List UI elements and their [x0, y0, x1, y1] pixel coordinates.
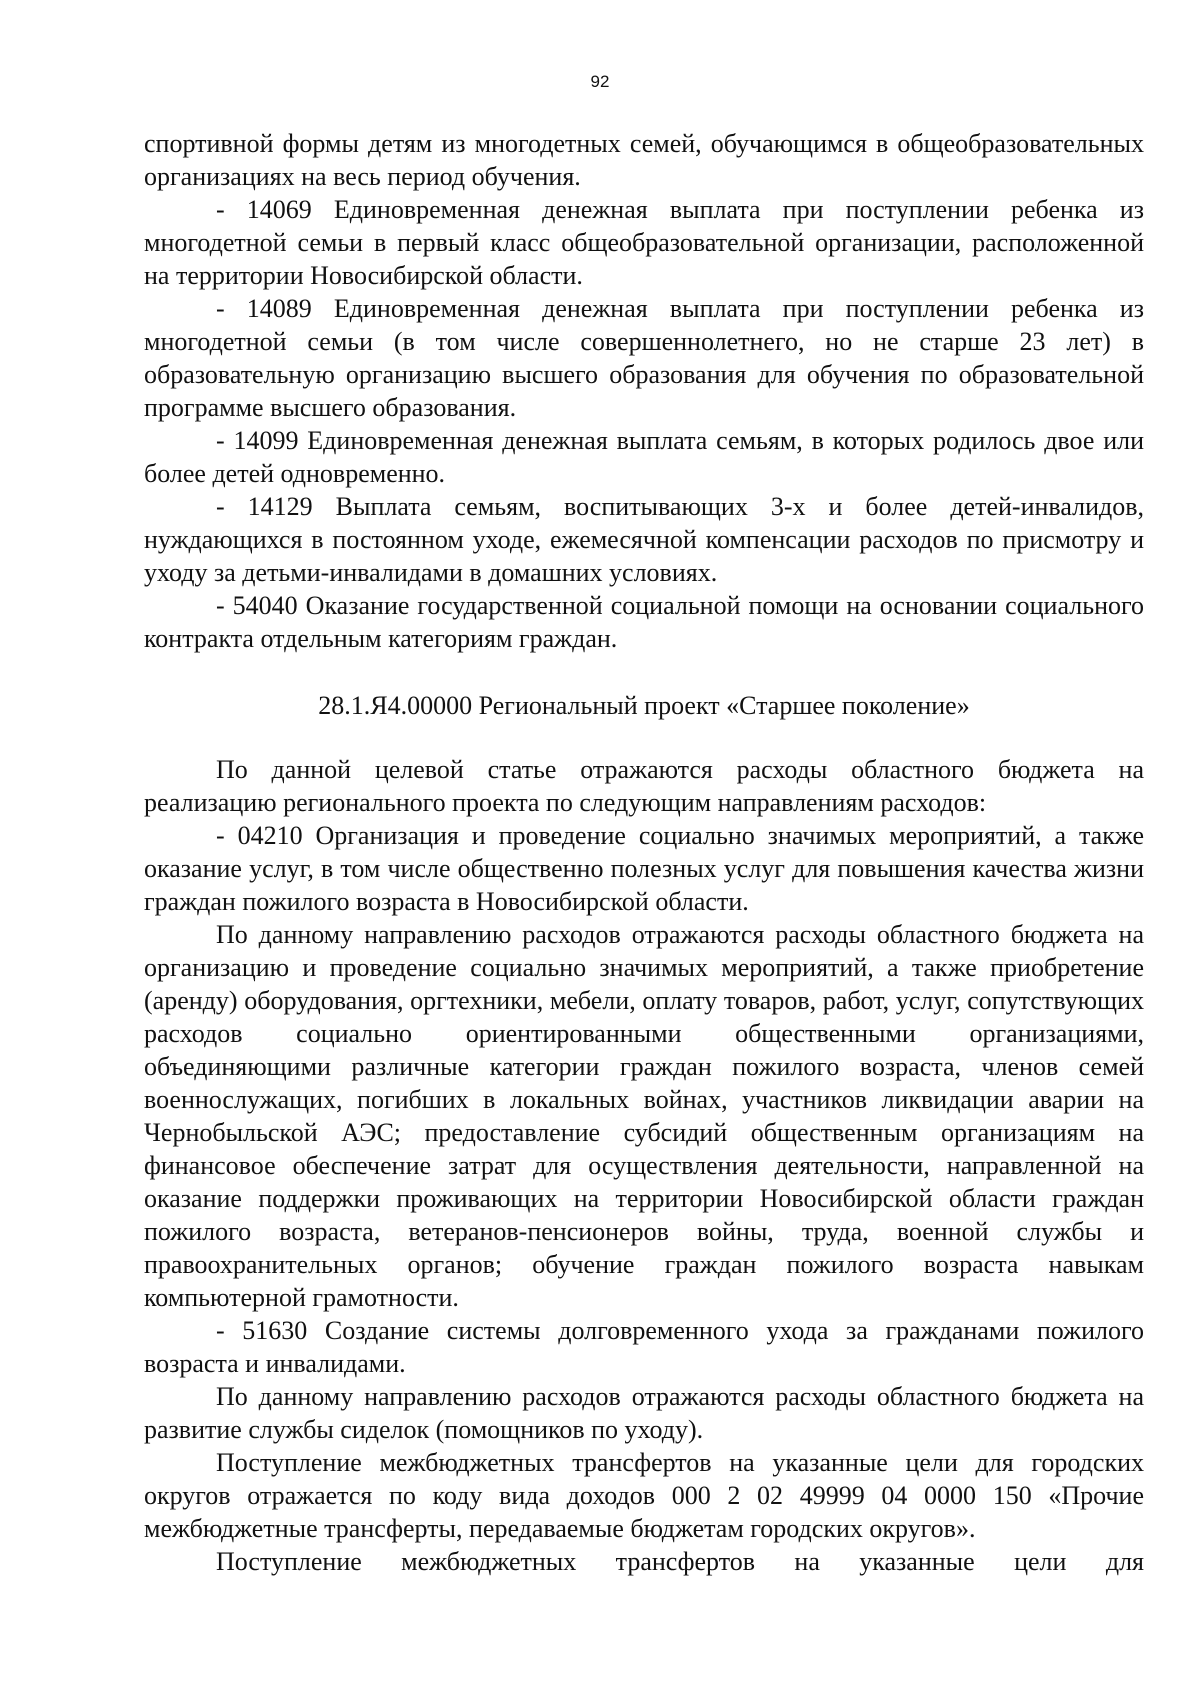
page-number: 92: [590, 72, 610, 91]
paragraph-transfers-continued: Поступление межбюджетных трансфертов на указанные цели для: [216, 1547, 1144, 1576]
paragraph-04210: - 04210 Организация и проведение социально значимых мероприятий, а также оказание услуг, в том числе общественно полезных услуг для повышения качества жизни граждан пожилого возраста в Новосибирской области.: [144, 821, 1144, 916]
paragraph-51630: - 51630 Создание системы долговременного ухода за гражданами пожилого возраста и инвалидами.: [144, 1316, 1144, 1378]
paragraph-14069: - 14069 Единовременная денежная выплата при поступлении ребенка из многодетной семьи в первый класс общеобразовательной организации, расположенной на территории Новосибирской области.: [144, 195, 1144, 290]
paragraph-14129: - 14129 Выплата семьям, воспитывающих 3-х и более детей-инвалидов, нуждающихся в постоянном уходе, ежемесячной компенсации расходов по присмотру и уходу за детьми-инвалидами в домашних условиях.: [144, 492, 1144, 587]
paragraph-14089: - 14089 Единовременная денежная выплата при поступлении ребенка из многодетной семьи (в том числе совершеннолетнего, но не старше 23 лет) в образовательную организацию высшего образования для обучения по образовательной программе высшего образования.: [144, 294, 1144, 422]
section-heading: 28.1.Я4.00000 Региональный проект «Старшее поколение»: [318, 691, 970, 720]
document-body: [144, 127, 1144, 1578]
paragraph-51630-details: По данному направлению расходов отражаются расходы областного бюджета на развитие службы сиделок (помощников по уходу).: [144, 1382, 1144, 1444]
paragraph-04210-details: По данному направлению расходов отражаются расходы областного бюджета на организацию и проведение социально значимых мероприятий, а также приобретение (аренду) оборудования, оргтехники, мебели, оплату товаров, работ, услуг, сопутствующих расходов социально ориентированными общественными организациями, объединяющими различные категории граждан пожилого возраста, членов семей военнослужащих, погибших в локальных войнах, участников ликвидации аварии на Чернобыльской АЭС; предоставление субсидий общественным организациям на финансовое обеспечение затрат для осуществления деятельности, направленной на оказание поддержки проживающих на территории Новосибирской области граждан пожилого возраста, ветеранов-пенсионеров войны, труда, военной службы и правоохранительных органов; обучение граждан пожилого возраста навыкам компьютерной грамотности.: [144, 920, 1144, 1312]
paragraph-transfers-city: Поступление межбюджетных трансфертов на указанные цели для городских округов отражается по коду вида доходов 000 2 02 49999 04 0000 150 «Прочие межбюджетные трансферты, передаваемые бюджетам городских округов».: [144, 1448, 1144, 1543]
paragraph-14099: - 14099 Единовременная денежная выплата семьям, в которых родилось двое или более детей одновременно.: [144, 426, 1144, 488]
paragraph-continuation: спортивной формы детям из многодетных семей, обучающимся в общеобразовательных организациях на весь период обучения.: [144, 129, 1144, 191]
paragraph-54040: - 54040 Оказание государственной социальной помощи на основании социального контракта отдельным категориям граждан.: [144, 591, 1144, 653]
paragraph-intro: По данной целевой статье отражаются расходы областного бюджета на реализацию регионального проекта по следующим направлениям расходов:: [144, 755, 1144, 817]
